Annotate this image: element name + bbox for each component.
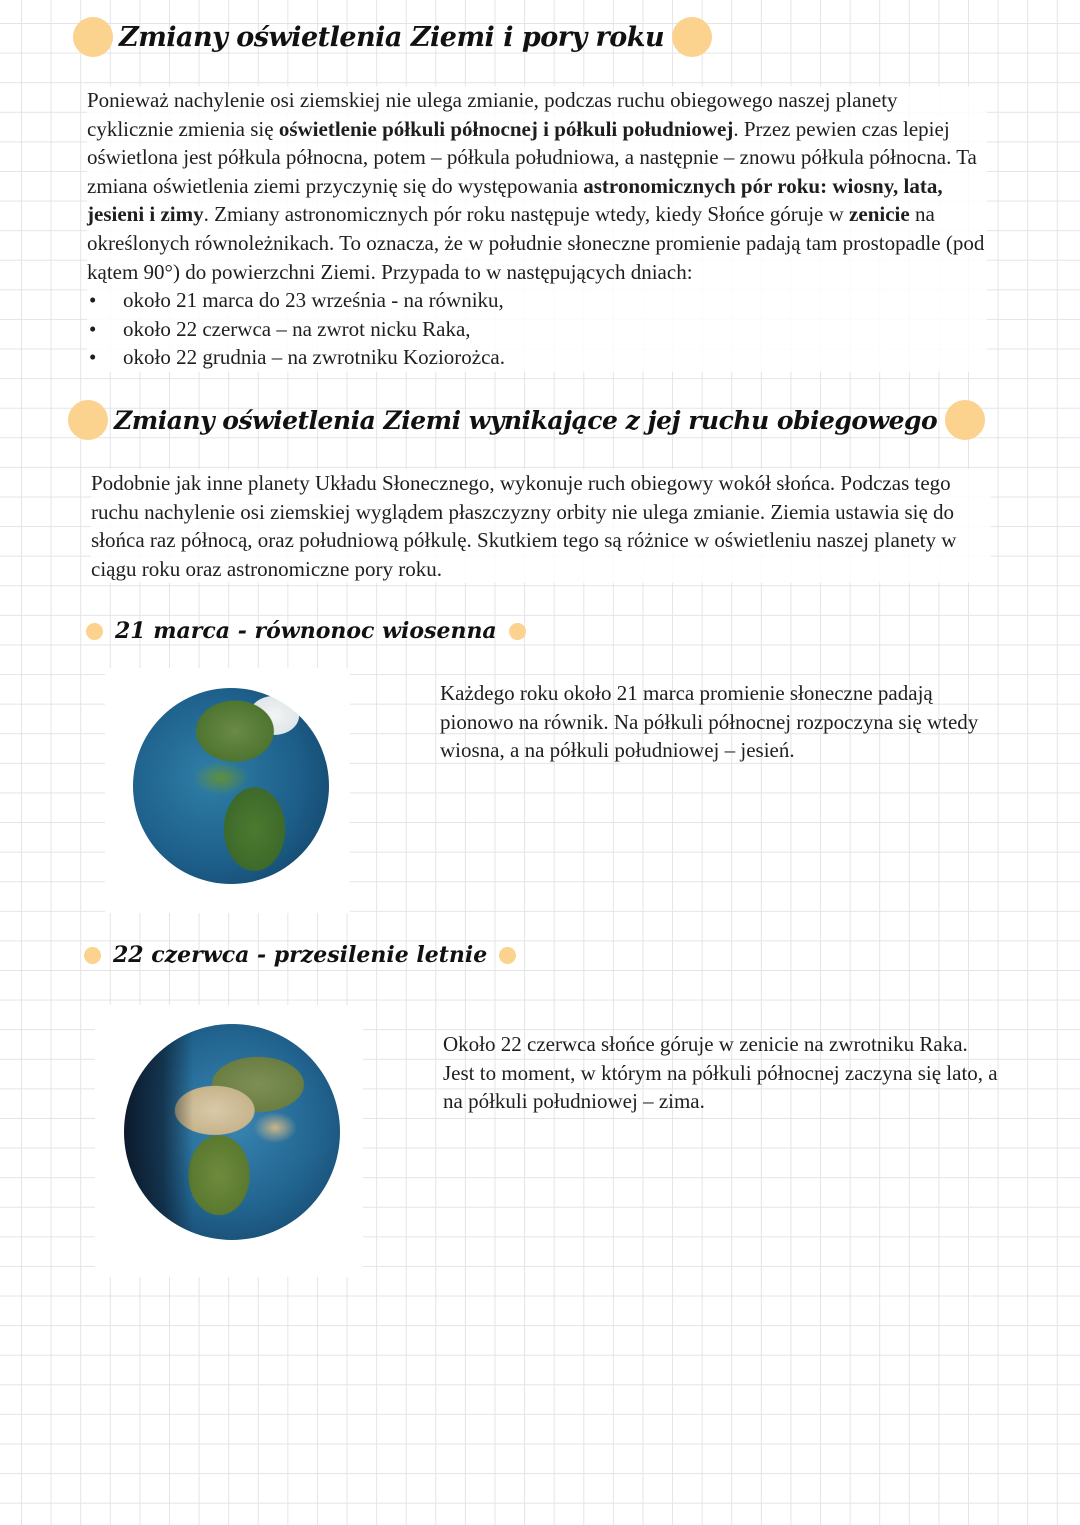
section-title-row (73, 17, 712, 57)
orbit-paragraph: Podobnie jak inne planety Układu Słonecznego, wykonuje ruch obiegowy wokół słońca. Podczas tego ruchu nachylenie osi ziemskiej wyglądem płaszczyzny orbity nie ulega zmianie. Ziemia ustawia się do słońca raz północą, oraz południową półkulę. Skutkiem tego są różnice w oświetleniu naszej planety w ciągu roku oraz astronomiczne pory roku. (91, 469, 991, 583)
earth-globe-equinox-image (133, 688, 329, 884)
list-item: • około 22 grudnia – na zwrotniku Koziorożca. (87, 343, 987, 372)
text: . Przez pewien czas lepiej oświetlona jest półkula północna, potem – półkula południowa, a następnie – znowu półkula północna. Ta zmiana oświetlenia ziemi przyczynię się do występowania (87, 116, 977, 198)
equinox-title: 21 marca - równonoc wiosenna (115, 618, 497, 644)
dot-decoration-icon (499, 947, 516, 964)
bold-text: astronomicznych pór roku: wiosny, lata, jesieni i zimy (87, 173, 943, 227)
sun-decoration-icon (68, 400, 108, 440)
earth-globe-solstice-image (124, 1024, 340, 1240)
text: . Zmiany astronomicznych pór roku następuje wtedy, kiedy Słońce góruje w (203, 202, 850, 227)
text: na określonych równoleżnikach. To oznacza, że w południe słoneczne promienie padają tam prostopadle (pod kątem 90°) do powierzchni Ziemi. Przypada to w następujących dniach: (87, 202, 985, 284)
sun-decoration-icon (73, 17, 113, 57)
equinox-text: Każdego roku około 21 marca promienie słoneczne padają pionowo na równik. Na półkuli północnej rozpoczyna się wtedy wiosna, a na półkuli południowej – jesień. (440, 681, 979, 763)
dot-decoration-icon (509, 623, 526, 640)
text: Ponieważ nachylenie osi ziemskiej nie ulega zmianie, podczas ruchu obiegowego naszej planety cyklicznie zmienia się (87, 88, 898, 141)
list-item: • około 21 marca do 23 września - na równiku, (87, 286, 987, 315)
solstice-text: Około 22 czerwca słońce góruje w zenicie na zwrotniku Raka. Jest to moment, w którym na półkuli północnej zaczyna się lato, a na półkuli południowej – zima. (443, 1032, 998, 1114)
intro-paragraph (87, 86, 987, 372)
section-title: Zmiany oświetlenia Ziemi i pory roku (119, 21, 665, 53)
solstice-title: 22 czerwca - przesilenie letnie (113, 942, 488, 968)
section-title: Zmiany oświetlenia Ziemi wynikające z jej ruchu obiegowego (114, 405, 938, 435)
section-title-row (68, 400, 985, 440)
dot-decoration-icon (86, 623, 103, 640)
dates-list (87, 286, 987, 372)
bold-text: oświetlenie półkuli północnej i półkuli południowej (278, 116, 734, 141)
sun-decoration-icon (672, 17, 712, 57)
bold-text: zenicie (849, 202, 910, 227)
sun-decoration-icon (945, 400, 985, 440)
dot-decoration-icon (84, 947, 101, 964)
solstice-title-row (84, 941, 516, 969)
list-item: • około 22 czerwca – na zwrot nicku Raka, (87, 315, 987, 344)
equinox-title-row (86, 617, 526, 645)
